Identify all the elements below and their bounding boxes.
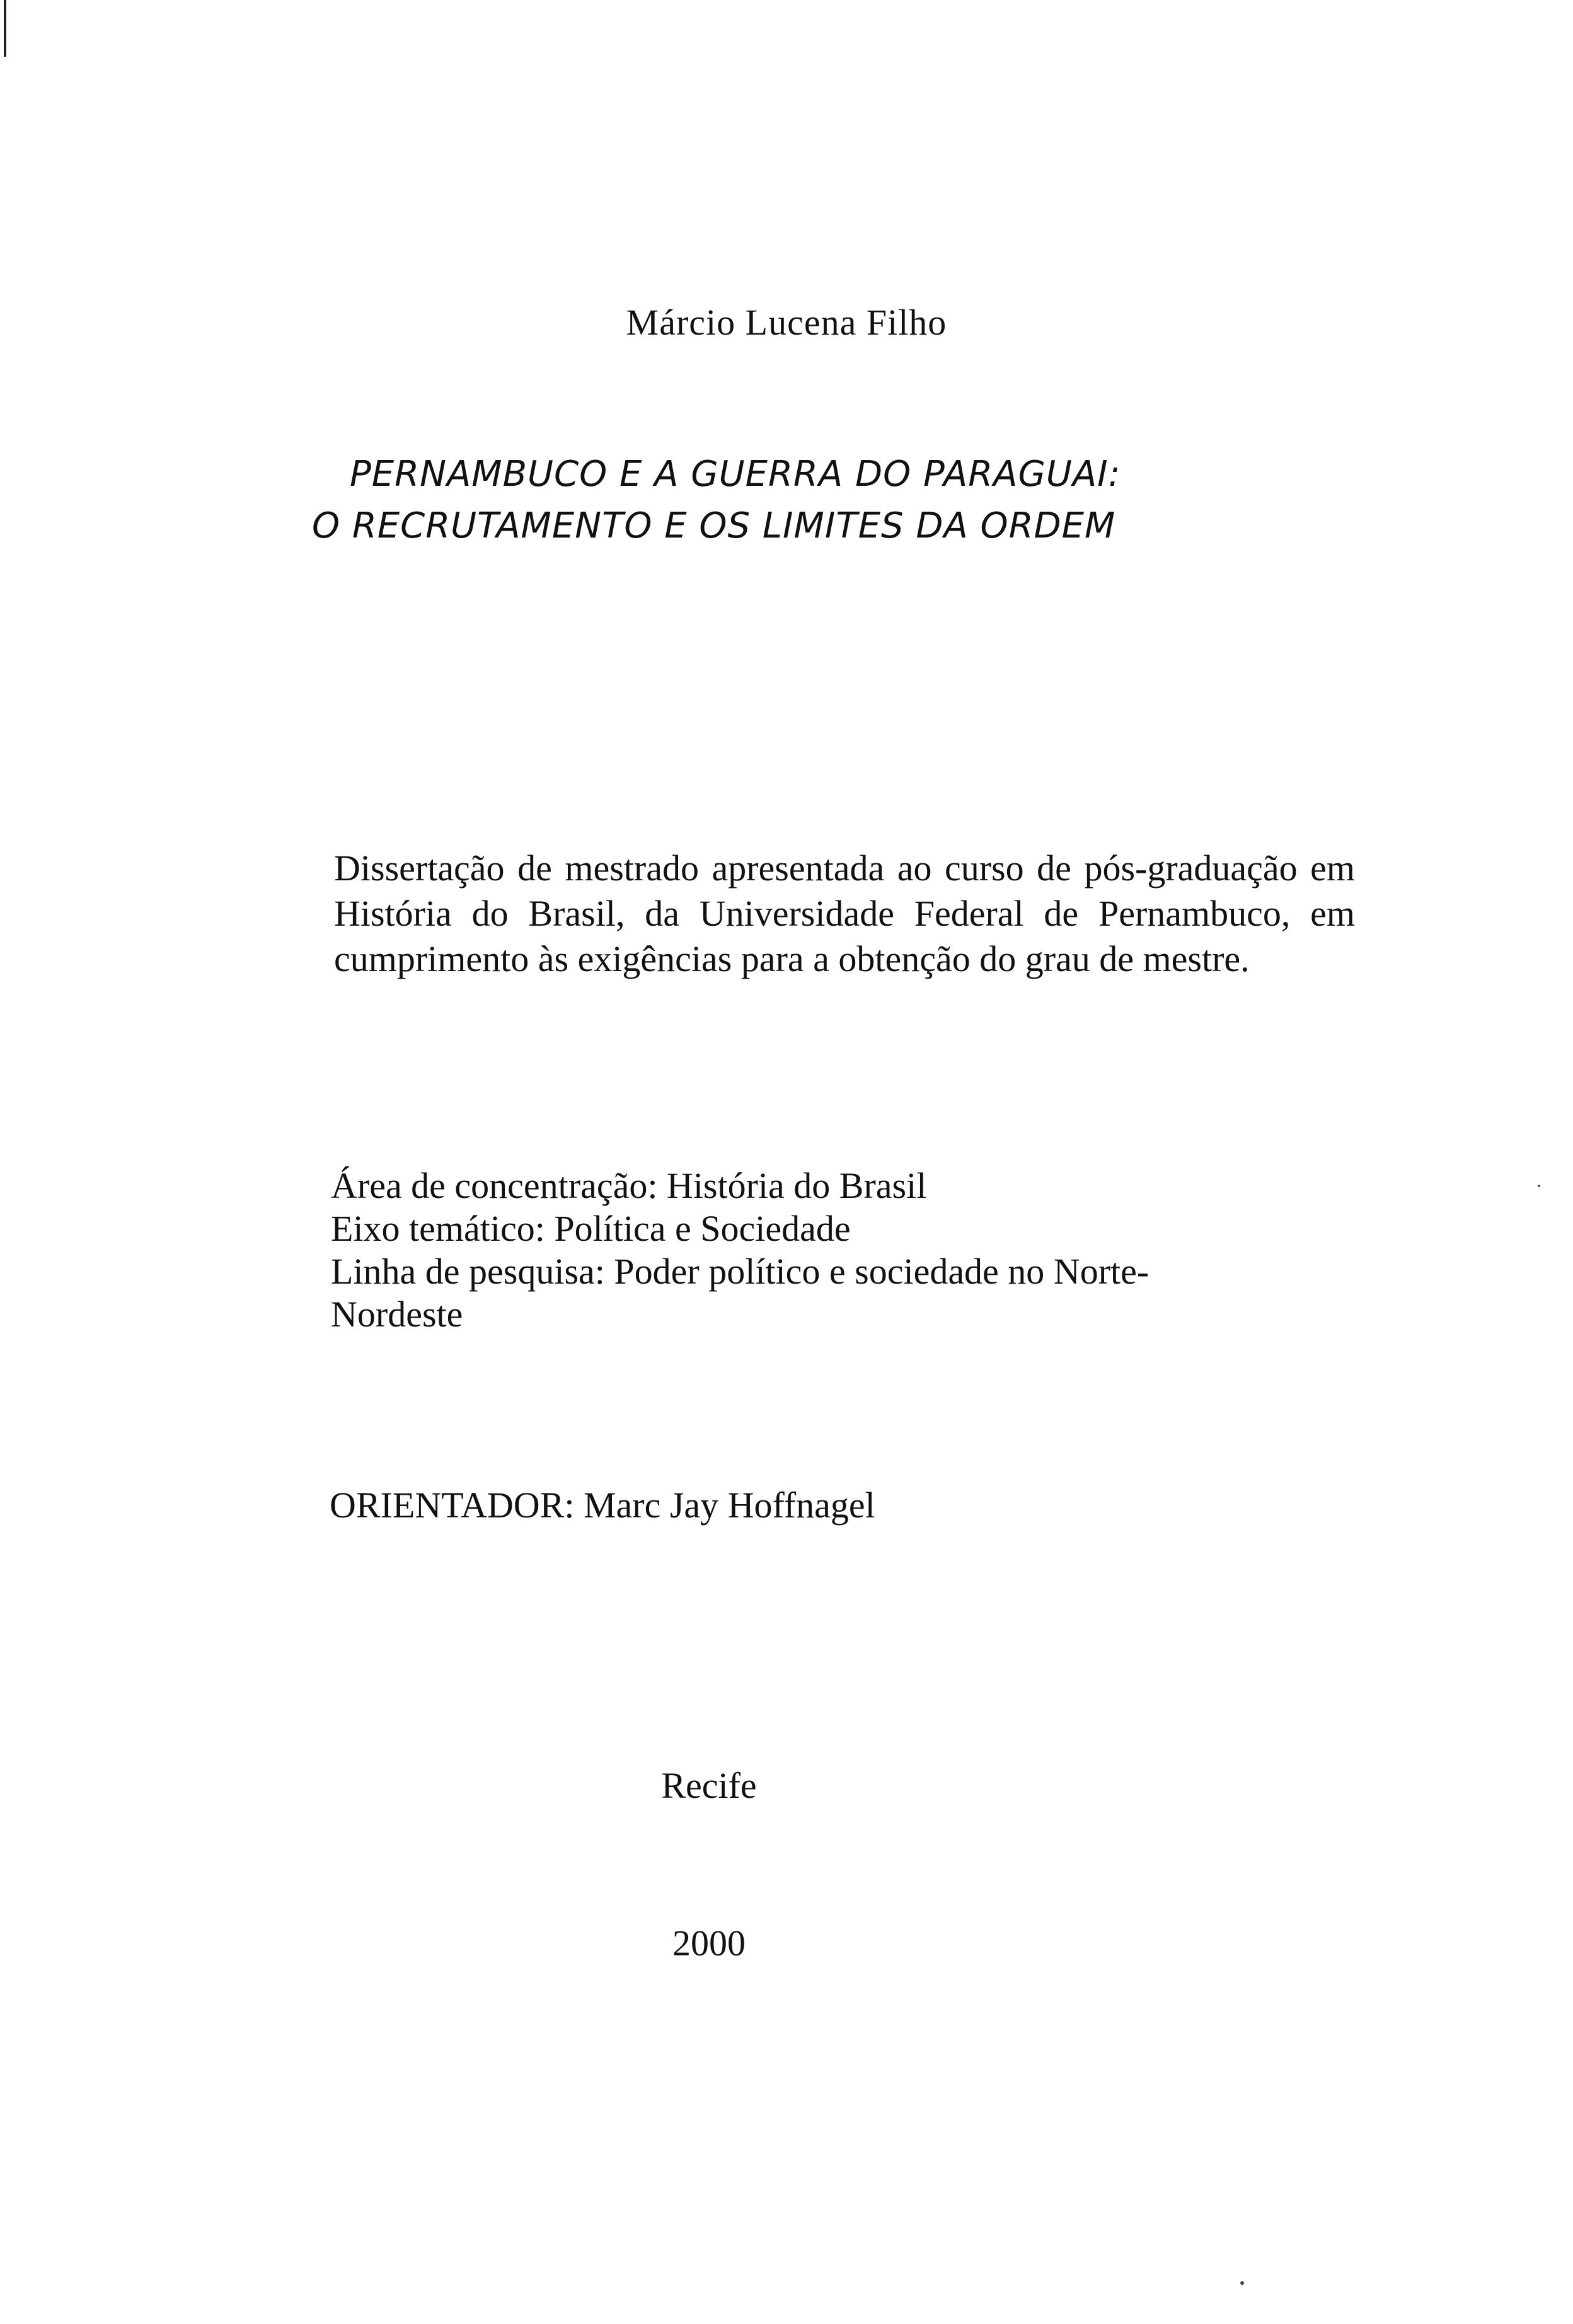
author-name: Márcio Lucena Filho [626, 302, 947, 343]
title-line-2: O RECRUTAMENTO E OS LIMITES DA ORDEM [312, 505, 1116, 546]
research-line-continued: Nordeste [331, 1294, 463, 1335]
dissertation-statement: Dissertação de mestrado apresentada ao curso de pós-graduação em História do Brasil, da Universidade Federal de Pernambuco, em cumprimento às exigências para a obtenção do grau de mestre. [334, 848, 1355, 979]
thematic-axis: Eixo temático: Política e Sociedade [331, 1208, 851, 1249]
advisor: ORIENTADOR: Marc Jay Hoffnagel [330, 1485, 875, 1526]
scan-speck [1538, 1185, 1540, 1187]
year: 2000 [672, 1923, 746, 1964]
research-line: Linha de pesquisa: Poder político e sociedade no Norte- [331, 1251, 1150, 1292]
thesis-title [312, 449, 1121, 552]
title-line-1: PERNAMBUCO E A GUERRA DO PARAGUAI: [350, 454, 1121, 495]
city: Recife [661, 1765, 757, 1806]
scan-speck [1240, 2281, 1244, 2285]
research-info [331, 1165, 1276, 1336]
concentration-area: Área de concentração: História do Brasil [331, 1165, 927, 1206]
scan-edge-mark [4, 0, 6, 57]
